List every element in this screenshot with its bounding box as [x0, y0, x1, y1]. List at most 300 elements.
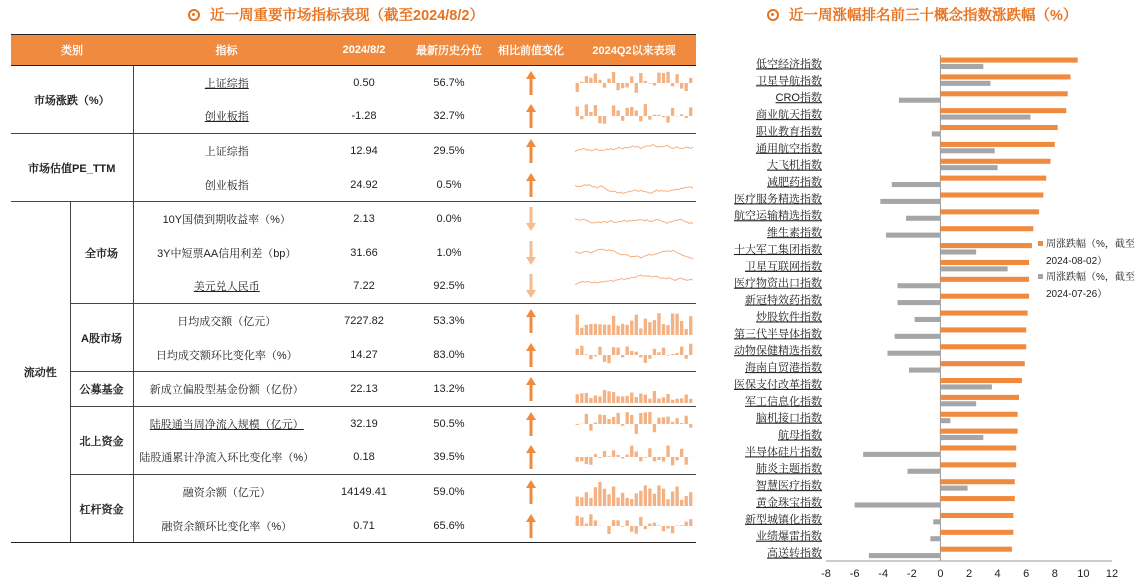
legend-text: 周涨跌幅（%，截至	[1046, 239, 1135, 250]
sparkline-bar	[666, 116, 669, 123]
indicator-cell	[133, 441, 320, 475]
sparkline-bar	[589, 424, 592, 431]
sparkline-bar	[607, 457, 610, 458]
percentile-cell: 56.7%	[433, 76, 465, 89]
bar-previous	[933, 519, 940, 524]
value-cell: 14.27	[320, 338, 408, 372]
sparkline-bar	[630, 350, 633, 354]
percentile-cell: 53.3%	[433, 314, 465, 327]
bar-current	[940, 58, 1077, 63]
x-tick-label: 12	[1105, 568, 1119, 580]
sparkline-bar	[644, 457, 647, 458]
legend-text: 2024-07-26）	[1046, 289, 1108, 300]
sparkline-bar	[671, 313, 674, 335]
bar-current	[940, 530, 1013, 535]
bar-previous	[932, 131, 941, 136]
sparkline-bar	[612, 106, 615, 117]
sparkline-bar	[653, 391, 656, 403]
sparkline-bar	[666, 526, 669, 529]
sparkline-bar	[689, 399, 692, 403]
change-cell	[490, 441, 572, 475]
x-tick-label: 8	[1051, 568, 1058, 580]
category-label: 业绩爆雷指数	[756, 530, 822, 543]
bar-current	[940, 429, 1017, 434]
percentile-cell: 1.0%	[436, 246, 462, 259]
sparkline-bar	[630, 76, 633, 83]
arrow-up-icon	[525, 479, 537, 505]
sparkline-bar	[607, 494, 610, 506]
sparkline-bar	[626, 396, 629, 403]
sparkline-line	[575, 275, 693, 285]
sparkline-bar	[612, 520, 615, 526]
value-cell: -1.28	[320, 100, 408, 134]
sparkline-bar	[598, 346, 601, 354]
sparkline-bar	[603, 451, 606, 457]
sparkline-bar	[648, 449, 651, 458]
indicator-label: 美元兑人民币	[193, 281, 260, 294]
sparkline-bar	[666, 394, 669, 403]
bar-current	[940, 108, 1066, 113]
sparkline-cell	[572, 66, 696, 100]
bar-current	[940, 243, 1032, 248]
sparkline-bar	[603, 355, 606, 362]
sparkline	[575, 204, 693, 234]
header-indicator: 指标	[133, 35, 320, 66]
bar-current	[940, 91, 1067, 96]
bar-current	[940, 125, 1057, 130]
sparkline-bar	[662, 73, 665, 83]
percentile-cell: 50.5%	[433, 417, 465, 430]
table-row	[11, 66, 696, 100]
bar-current	[940, 496, 1014, 501]
category-label: 医保支付改革指数	[734, 378, 822, 391]
sparkline-bar	[657, 352, 660, 355]
sparkline-bar	[580, 517, 583, 526]
sparkline-bar	[680, 346, 683, 354]
category-label: 航空运输精选指数	[734, 210, 822, 223]
sparkline-bar	[662, 347, 665, 354]
bar-previous	[899, 98, 940, 103]
sparkline-bar	[626, 346, 629, 355]
sparkline-cell	[572, 236, 696, 270]
sparkline-bar	[603, 415, 606, 424]
bar-previous	[940, 64, 983, 69]
concept-index-bar-chart	[734, 25, 1138, 581]
sparkline-bar	[671, 108, 674, 116]
arrow-up-icon	[525, 376, 537, 402]
bar-current	[940, 260, 1029, 265]
legend-swatch-previous	[1038, 274, 1043, 279]
category-label: 职业教育指数	[756, 125, 822, 138]
category-label: 动物保健精选指数	[734, 345, 822, 358]
sparkline-bar	[630, 107, 633, 116]
indicator-cell	[133, 270, 320, 304]
category-label: 新型城镇化指数	[745, 513, 822, 526]
sparkline	[575, 68, 693, 98]
sparkline-bar	[594, 105, 597, 116]
bar-previous	[940, 266, 1007, 271]
change-cell	[490, 202, 572, 236]
bar-previous	[940, 148, 994, 153]
sparkline-cell	[572, 100, 696, 134]
sparkline-bar	[685, 83, 688, 91]
sparkline-bar	[580, 345, 583, 354]
indicator-label: 创业板指	[204, 111, 249, 124]
sparkline-bar	[603, 116, 606, 124]
sparkline-bar	[585, 393, 588, 403]
sparkline-bar	[648, 488, 651, 505]
sparkline-bar	[626, 498, 629, 506]
sparkline-bar	[576, 424, 579, 425]
sparkline-bar	[680, 500, 683, 506]
x-tick-label: -6	[849, 568, 860, 580]
sparkline-bar	[653, 522, 656, 525]
sparkline-bar	[630, 415, 633, 424]
sparkline	[575, 136, 693, 166]
sparkline-bar	[653, 457, 656, 461]
sparkline-bar	[657, 72, 660, 82]
sparkline-bar	[680, 423, 683, 424]
sparkline-bar	[621, 355, 624, 357]
sparkline-bar	[585, 457, 588, 464]
sparkline-bar	[666, 72, 669, 83]
sparkline-cell	[572, 270, 696, 304]
sparkline-bar	[666, 355, 669, 356]
sparkline-bar	[598, 482, 601, 506]
sparkline-bar	[644, 355, 647, 363]
sparkline-bar	[639, 73, 642, 83]
indicator-cell	[133, 338, 320, 372]
sparkline-bar	[653, 83, 656, 85]
indicator-label: 融资余额环比变化率（%）	[161, 520, 293, 533]
sparkline-bar	[576, 107, 579, 117]
sparkline-bar	[621, 397, 624, 404]
value-cell: 7.22	[320, 270, 408, 304]
indicator-label: 上证综指	[204, 77, 249, 90]
sparkline-bar	[675, 525, 678, 526]
category-label: 医疗物资出口指数	[734, 277, 822, 290]
change-cell	[490, 338, 572, 372]
value-cell: 24.92	[320, 168, 408, 202]
sparkline-bar	[662, 397, 665, 403]
indicator-label: 新成立偏股型基金份额（亿份）	[149, 384, 304, 397]
sparkline-bar	[675, 353, 678, 355]
category-label: 航母指数	[778, 429, 822, 442]
sparkline-bar	[680, 525, 683, 526]
sparkline-bar	[662, 324, 665, 335]
sparkline-bar	[666, 499, 669, 506]
sparkline-bar	[626, 455, 629, 457]
indicator-label: 日均成交额环比变化率（%）	[155, 349, 298, 362]
category-cell: 市场估值PE_TTM	[11, 134, 133, 202]
sparkline-line	[575, 249, 693, 259]
table-title-text: 近一周重要市场指标表现（截至2024/8/2）	[210, 8, 484, 24]
bar-current	[940, 192, 1043, 197]
sparkline-bar	[585, 76, 588, 83]
sparkline-bar	[680, 449, 683, 457]
header-since-q2: 2024Q2以来表现	[572, 35, 696, 66]
chart-title-text: 近一周涨幅排名前三十概念指数涨跌幅（%）	[789, 8, 1078, 24]
sparkline-bar	[621, 424, 624, 426]
bar-current	[940, 294, 1029, 299]
indicator-cell	[133, 475, 320, 509]
bar-current	[940, 176, 1046, 181]
sparkline-bar	[626, 412, 629, 424]
sparkline-bar	[616, 326, 619, 335]
sparkline-bar	[653, 115, 656, 116]
bar-previous	[940, 401, 976, 406]
arrow-up-icon	[525, 444, 537, 470]
arrow-up-icon	[525, 513, 537, 539]
bar-current	[940, 412, 1017, 417]
category-label: 炒股软件指数	[756, 311, 822, 324]
table-header-row	[11, 35, 696, 66]
sparkline-bar	[594, 355, 597, 356]
sparkline-bar	[671, 83, 674, 86]
sparkline-line	[575, 219, 693, 224]
sparkline-bar	[598, 80, 601, 83]
bar-current	[940, 513, 1013, 518]
arrow-down-icon	[525, 273, 537, 299]
percentile-cell: 39.5%	[408, 441, 490, 475]
bar-previous	[940, 486, 967, 491]
bar-previous	[940, 435, 983, 440]
bar-current	[940, 479, 1014, 484]
table-row	[11, 475, 696, 509]
x-tick-label: 6	[1023, 568, 1030, 580]
sparkline-bar	[639, 457, 642, 461]
indicator-cell	[133, 202, 320, 236]
sparkline-bar	[657, 457, 660, 460]
indicator-cell	[133, 406, 320, 440]
sparkline-bar	[648, 523, 651, 525]
sparkline-bar	[635, 493, 638, 506]
sparkline-bar	[630, 526, 633, 532]
sparkline-bar	[589, 324, 592, 335]
percentile-cell: 0.0%	[436, 213, 462, 226]
bar-current	[940, 74, 1070, 79]
bar-current	[940, 378, 1022, 383]
sparkline-bar	[657, 485, 660, 506]
sparkline-bar	[594, 520, 597, 526]
sparkline-bar	[598, 397, 601, 404]
sparkline-bar	[653, 320, 656, 335]
percentile-cell: 59.0%	[433, 485, 465, 498]
sparkline-bar	[589, 498, 592, 506]
sparkline-bar	[630, 393, 633, 403]
change-cell	[490, 236, 572, 270]
bar-current	[940, 445, 1016, 450]
sparkline-bar	[671, 422, 674, 424]
sparkline-bar	[657, 525, 660, 526]
sparkline-bar	[626, 520, 629, 526]
sparkline-bar	[675, 399, 678, 403]
sparkline-bar	[685, 521, 688, 525]
change-cell	[490, 509, 572, 543]
sparkline-bar	[612, 347, 615, 355]
bar-previous	[909, 368, 940, 373]
sparkline-bar	[612, 451, 615, 458]
sparkline-bar	[680, 83, 683, 89]
sparkline-bar	[576, 457, 579, 462]
table-row	[11, 202, 696, 236]
sparkline-bar	[689, 424, 692, 428]
sparkline-bar	[680, 398, 683, 403]
sparkline-bar	[671, 526, 674, 533]
bar-current	[940, 327, 1026, 332]
arrow-up-icon	[525, 308, 537, 334]
legend-text: 2024-08-02）	[1046, 256, 1108, 267]
sparkline-bar	[685, 395, 688, 404]
bar-previous	[940, 115, 1030, 120]
x-tick-label: 4	[994, 568, 1001, 580]
sparkline-bar	[626, 83, 629, 87]
sparkline-bar	[644, 526, 647, 529]
sparkline-bar	[607, 526, 610, 534]
percentile-cell: 92.5%	[408, 270, 490, 304]
sparkline	[575, 477, 693, 507]
bar-current	[940, 344, 1026, 349]
bar-current	[940, 209, 1039, 214]
category-label: 高送转指数	[767, 547, 822, 560]
arrow-up-icon	[525, 342, 537, 368]
sparkline-bar	[603, 489, 606, 506]
sparkline-bar	[671, 354, 674, 355]
sparkline-bar	[662, 526, 665, 531]
sparkline-bar	[675, 486, 678, 506]
category-label: 军工信息化指数	[745, 395, 822, 408]
sparkline-bar	[616, 455, 619, 457]
legend-text: 周涨跌幅（%，截至	[1046, 272, 1135, 283]
bar-current	[940, 462, 1016, 467]
sparkline-bar	[662, 489, 665, 506]
sparkline	[575, 170, 693, 200]
sparkline-bar	[644, 319, 647, 335]
value-cell: 22.13	[320, 372, 408, 407]
subcategory-cell: A股市场	[70, 304, 133, 372]
sparkline-bar	[639, 491, 642, 506]
sparkline-bar	[594, 396, 597, 404]
change-cell	[490, 406, 572, 440]
category-label: 医疗服务精选指数	[734, 193, 822, 206]
sparkline-bar	[594, 324, 597, 335]
bar-previous	[886, 233, 940, 238]
sparkline-bar	[630, 321, 633, 335]
sparkline-bar	[648, 412, 651, 424]
sparkline-bar	[666, 446, 669, 457]
sparkline-bar	[607, 355, 610, 363]
change-cell	[490, 100, 572, 134]
category-label: 卫星导航指数	[756, 75, 822, 88]
sparkline-bar	[576, 394, 579, 403]
sparkline-bar	[662, 417, 665, 424]
sparkline-bar	[639, 516, 642, 525]
sparkline-bar	[680, 321, 683, 335]
sparkline-bar	[662, 457, 665, 462]
sparkline-bar	[675, 314, 678, 335]
bar-current	[940, 277, 1029, 282]
bar-current	[940, 361, 1024, 366]
sparkline-bar	[603, 390, 606, 403]
sparkline-bar	[630, 446, 633, 457]
bullet-icon	[188, 9, 200, 21]
sparkline-bar	[671, 491, 674, 506]
sparkline-cell	[572, 372, 696, 407]
sparkline-bar	[671, 400, 674, 403]
sparkline-bar	[616, 396, 619, 403]
sparkline-bar	[576, 515, 579, 525]
sparkline-bar	[612, 392, 615, 403]
x-tick-label: -4	[878, 568, 889, 580]
indicator-cell	[133, 134, 320, 168]
sparkline-bar	[612, 72, 615, 83]
category-label: 卫星互联网指数	[745, 260, 822, 273]
sparkline-bar	[616, 498, 619, 506]
header-percentile: 最新历史分位	[408, 35, 490, 66]
sparkline-bar	[671, 457, 674, 465]
sparkline-cell	[572, 406, 696, 440]
sparkline-bar	[653, 348, 656, 354]
percentile-cell: 65.6%	[408, 509, 490, 543]
sparkline-bar	[689, 316, 692, 335]
bar-previous	[863, 452, 940, 457]
category-label: 脑机接口指数	[756, 412, 822, 425]
sparkline	[575, 442, 693, 472]
x-tick-label: 2	[965, 568, 973, 580]
indicator-cell	[133, 100, 320, 134]
sparkline-bar	[598, 116, 601, 123]
bar-current	[940, 311, 1027, 316]
x-tick-label: 10	[1077, 568, 1090, 580]
sparkline-bar	[644, 395, 647, 403]
sparkline-bar	[616, 347, 619, 354]
indicator-cell	[133, 236, 320, 270]
bar-current	[940, 395, 1019, 400]
sparkline	[575, 101, 693, 131]
sparkline-bar	[585, 492, 588, 506]
bar-current	[940, 159, 1050, 164]
bar-previous	[906, 216, 940, 221]
sparkline-bar	[607, 78, 610, 82]
sparkline-bar	[626, 108, 629, 116]
subcategory-cell: 北上资金	[70, 406, 133, 474]
value-cell: 32.19	[350, 417, 378, 430]
sparkline-bar	[635, 315, 638, 335]
sparkline-cell	[572, 509, 696, 543]
sparkline-cell	[572, 134, 696, 168]
legend-swatch-current	[1038, 241, 1043, 246]
sparkline-bar	[598, 324, 601, 335]
sparkline-bar	[644, 81, 647, 83]
sparkline-bar	[603, 325, 606, 335]
sparkline-bar	[680, 115, 683, 117]
sparkline-bar	[639, 413, 642, 424]
sparkline-bar	[685, 116, 688, 118]
indicator-label: 融资余额（亿元）	[182, 486, 271, 499]
value-cell: 0.71	[320, 509, 408, 543]
sparkline-bar	[576, 83, 579, 92]
arrow-up-icon	[525, 138, 537, 164]
category-label: 维生素指数	[767, 227, 822, 240]
sparkline-bar	[621, 493, 624, 506]
x-tick-label: -8	[821, 568, 831, 580]
sparkline-cell	[572, 304, 696, 338]
sparkline	[575, 409, 693, 439]
indicator-cell	[133, 509, 320, 543]
indicator-cell	[133, 168, 320, 202]
sparkline-cell	[572, 441, 696, 475]
category-label: 第三代半导体指数	[734, 328, 822, 341]
